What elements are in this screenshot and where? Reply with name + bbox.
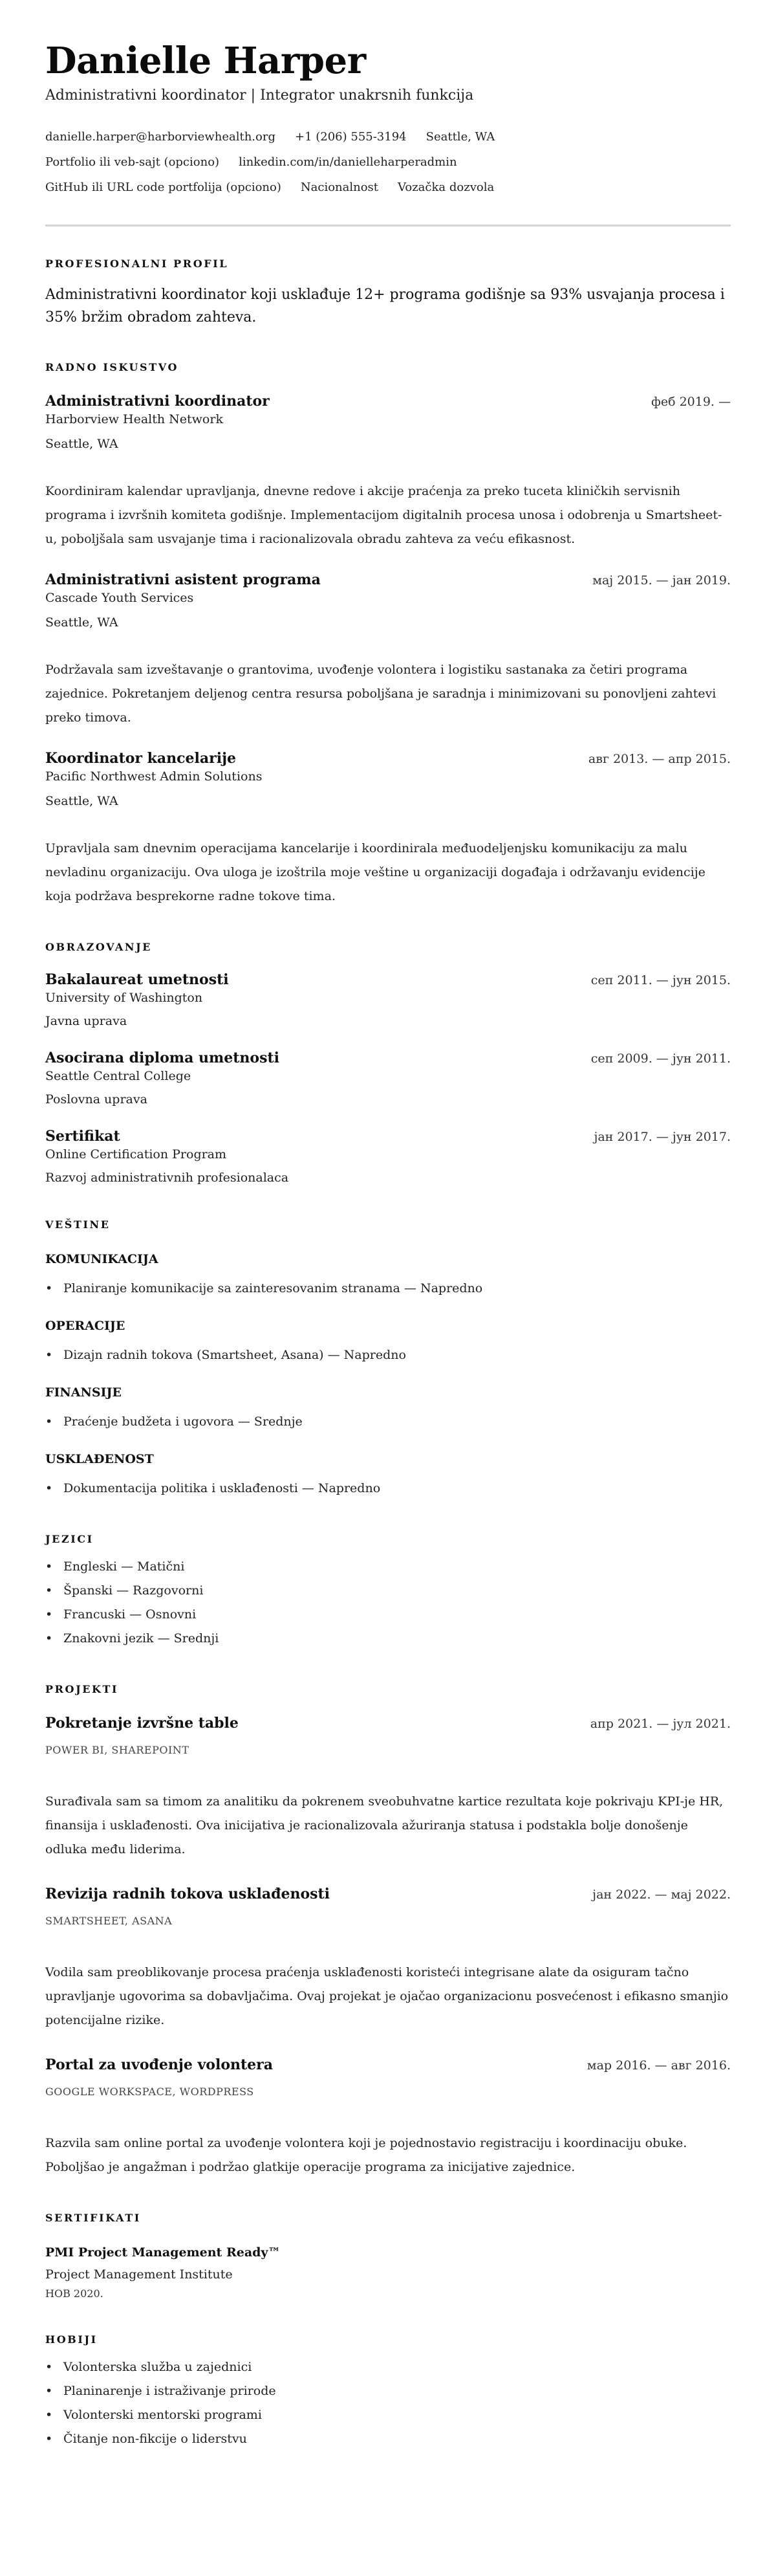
section-title: HOBIJI <box>45 2333 98 2346</box>
skill-category: KOMUNIKACIJA <box>45 1252 158 1266</box>
contact-row-primary <box>45 130 731 144</box>
project-tech: SMARTSHEET, ASANA <box>45 1915 173 1927</box>
certification-entry <box>45 2244 731 2301</box>
field-of-study: Poslovna uprava <box>45 1092 147 1106</box>
project-description: Vodila sam preoblikovanje procesa praćenja usklađenosti koristeći integrisane alate da osiguram tačno upravljanje ugovorima sa dobavljačima. Ovaj projekat je ojačao organizacionu posvećenost i efikasno smanjio potencijalne rizike. <box>45 1965 729 2027</box>
skill-list <box>45 1277 731 1301</box>
job-location: Seattle, WA <box>45 794 118 808</box>
project-description: Surađivala sam sa timom za analitiku da pokrenem sveobuhvatne kartice rezultata koje pokrivaju KPI-je HR, finansija i usklađenosti. Ova inicijativa je racionalizovala ažuriranja statusa i podstakla bolje donošenje odluka među liderima. <box>45 1794 724 1856</box>
job-description: Koordiniram kalendar upravljanja, dnevne redove i akcije praćenja za preko tuceta kliničkih servisnih programa i izvršnih komiteta godišnje. Implementacijom digitalnih procesa unosa i odobrenja u Smartsheet-u, poboljšala sam usvajanje tima i racionalizovala obradu zahteva za veću efikasnost. <box>45 484 722 546</box>
contact-email[interactable]: danielle.harper@harborviewhealth.org <box>45 130 275 144</box>
field-of-study: Razvoj administrativnih profesionalaca <box>45 1171 289 1185</box>
job-company: Harborview Health Network <box>45 412 223 426</box>
section-title: VEŠTINE <box>45 1218 111 1231</box>
degree-title: Bakalaureat umetnosti <box>45 971 229 988</box>
certification-date: НОВ 2020. <box>45 2287 103 2300</box>
job-dates: авг 2013. — апр 2015. <box>588 752 731 766</box>
section-title: SERTIFIKATI <box>45 2212 141 2224</box>
job-dates: феб 2019. — <box>651 395 731 409</box>
language-item: • Engleski — Matični <box>45 1555 731 1579</box>
skill-category: USKLAĐENOST <box>45 1452 154 1466</box>
education-dates: сеп 2009. — јун 2011. <box>590 1051 731 1066</box>
project-description: Razvila sam online portal za uvođenje volontera koji je pojednostavio registraciju i koordinaciju obuke. Poboljšao je angažman i podržao glatkije operacije programa za inicijative zajednice. <box>45 2136 687 2174</box>
job-description: Podržavala sam izveštavanje o grantovima, uvođenje volontera i logistiku sastanaka za četiri programa zajednice. Pokretanjem deljenog centra resursa poboljšana je saradnja i minimizovani su ponovljeni zahtevi preko timova. <box>45 663 717 725</box>
job-description: Upravljala sam dnevnim operacijama kancelarije i koordinirala međuodeljenjsku komunikaciju za malu nevladinu organizaciju. Ova uloga je izoštrila moje veštine u organizaciji događaja i održavanju evidencije koja podržava besprekorne radne tokove tima. <box>45 841 706 903</box>
skill-list <box>45 1477 731 1501</box>
contact-drivers-license: Vozačka dozvola <box>398 181 495 194</box>
degree-title: Asocirana diploma umetnosti <box>45 1050 279 1066</box>
education-entry <box>45 1127 731 1186</box>
job-title: Administrativni koordinator <box>45 393 270 410</box>
header-divider <box>45 225 731 226</box>
contact-phone[interactable]: +1 (206) 555-3194 <box>294 130 407 144</box>
education-dates: сеп 2011. — јун 2015. <box>590 973 731 987</box>
project-title: Portal za uvođenje volontera <box>45 2056 273 2073</box>
contact-row-extra <box>45 181 731 195</box>
language-list <box>45 1555 731 1651</box>
job-title: Administrativni asistent programa <box>45 571 321 588</box>
language-item: • Francuski — Osnovni <box>45 1603 731 1627</box>
section-education <box>45 941 731 1186</box>
job-entry <box>45 571 731 730</box>
skill-item: • Praćenje budžeta i ugovora — Srednje <box>45 1410 731 1434</box>
section-title: RADNO ISKUSTVO <box>45 361 178 373</box>
section-title: OBRAZOVANJE <box>45 941 153 953</box>
skill-list <box>45 1343 731 1367</box>
section-hobbies <box>45 2333 731 2451</box>
job-location: Seattle, WA <box>45 437 118 451</box>
profile-summary: Administrativni koordinator koji usklađuje 12+ programa godišnje sa 93% usvajanja procesa i 35% bržim obradom zahteva. <box>45 287 725 325</box>
education-dates: јан 2017. — јун 2017. <box>594 1130 731 1144</box>
hobby-item: • Čitanje non-fikcije o liderstvu <box>45 2427 731 2451</box>
job-title: Koordinator kancelarije <box>45 750 237 767</box>
contact-linkedin[interactable]: linkedin.com/in/danielleharperadmin <box>239 155 457 169</box>
field-of-study: Javna uprava <box>45 1014 127 1028</box>
degree-title: Sertifikat <box>45 1128 120 1145</box>
job-entry <box>45 749 731 908</box>
candidate-name: Danielle Harper <box>45 39 366 82</box>
section-title: PROFESIONALNI PROFIL <box>45 258 229 270</box>
hobby-item: • Planinarenje i istraživanje prirode <box>45 2379 731 2403</box>
job-location: Seattle, WA <box>45 615 118 630</box>
project-title: Revizija radnih tokova usklađenosti <box>45 1886 330 1902</box>
section-profile <box>45 258 731 329</box>
project-entry <box>45 1885 731 2032</box>
hobby-item: • Volonterska služba u zajednici <box>45 2355 731 2379</box>
project-dates: јан 2022. — мај 2022. <box>592 1888 731 1902</box>
skill-item: • Planiranje komunikacije sa zainteresovanim stranama — Napredno <box>45 1277 731 1301</box>
skill-item: • Dizajn radnih tokova (Smartsheet, Asana) — Napredno <box>45 1343 731 1367</box>
contact-location: Seattle, WA <box>426 130 495 144</box>
contact-portfolio[interactable]: Portfolio ili veb-sajt (opciono) <box>45 155 220 169</box>
certification-name: PMI Project Management Ready™ <box>45 2245 281 2260</box>
skill-item: • Dokumentacija politika i usklađenosti — Napredno <box>45 1477 731 1501</box>
project-tech: GOOGLE WORKSPACE, WORDPRESS <box>45 2086 254 2098</box>
section-languages <box>45 1533 731 1651</box>
section-experience <box>45 361 731 908</box>
school-name: University of Washington <box>45 991 203 1005</box>
project-entry <box>45 1714 731 1862</box>
skill-category: FINANSIJE <box>45 1385 122 1400</box>
section-certifications <box>45 2212 731 2301</box>
section-title: JEZICI <box>45 1533 94 1545</box>
project-dates: апр 2021. — јул 2021. <box>590 1717 731 1731</box>
section-title: PROJEKTI <box>45 1683 119 1695</box>
hobby-item: • Volonterski mentorski programi <box>45 2403 731 2427</box>
hobby-list <box>45 2355 731 2451</box>
certification-issuer: Project Management Institute <box>45 2267 233 2282</box>
section-skills <box>45 1218 731 1501</box>
job-entry <box>45 392 731 551</box>
school-name: Seattle Central College <box>45 1069 191 1083</box>
skill-list <box>45 1410 731 1434</box>
contact-github[interactable]: GitHub ili URL code portfolija (opciono) <box>45 181 281 194</box>
project-tech: POWER BI, SHAREPOINT <box>45 1744 189 1756</box>
school-name: Online Certification Program <box>45 1147 227 1161</box>
job-company: Cascade Youth Services <box>45 591 194 605</box>
contact-row-links <box>45 155 731 170</box>
education-entry <box>45 1049 731 1108</box>
section-projects <box>45 1683 731 2179</box>
project-dates: мар 2016. — авг 2016. <box>587 2058 731 2073</box>
language-item: • Španski — Razgovorni <box>45 1579 731 1603</box>
resume-header <box>45 38 731 195</box>
education-entry <box>45 971 731 1029</box>
job-dates: мај 2015. — јан 2019. <box>592 573 731 588</box>
candidate-headline: Administrativni koordinator | Integrator unakrsnih funkcija <box>45 87 474 104</box>
skill-category: OPERACIJE <box>45 1319 125 1333</box>
contact-nationality: Nacionalnost <box>300 181 379 194</box>
project-title: Pokretanje izvršne table <box>45 1715 239 1732</box>
language-item: • Znakovni jezik — Srednji <box>45 1627 731 1651</box>
project-entry <box>45 2056 731 2179</box>
job-company: Pacific Northwest Admin Solutions <box>45 769 263 784</box>
